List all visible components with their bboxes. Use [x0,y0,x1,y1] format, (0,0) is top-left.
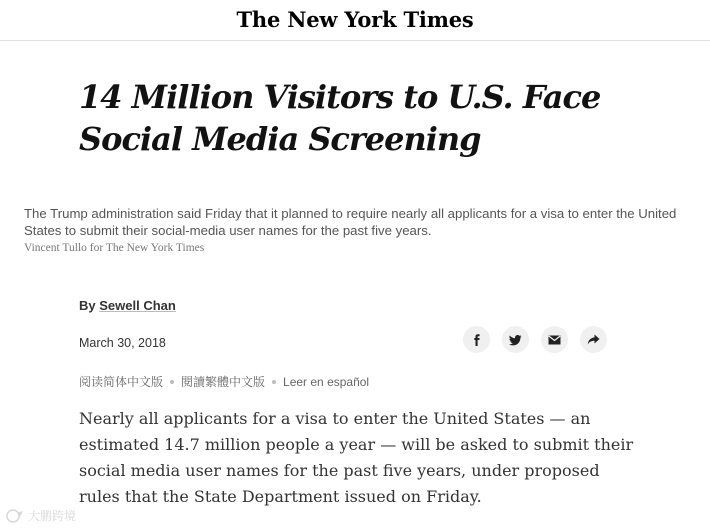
share-tools [463,326,607,353]
watermark-logo-icon [6,509,24,523]
share-arrow-icon [587,334,600,346]
nyt-logo[interactable]: The New York Times [236,7,474,32]
twitter-share-button[interactable] [502,326,529,353]
author-link[interactable]: Sewell Chan [99,298,176,313]
lang-traditional-chinese[interactable]: 閱讀繁體中文版 [181,375,266,389]
email-icon [548,335,561,345]
publish-date: March 30, 2018 [79,336,166,350]
article-headline: 14 Million Visitors to U.S. Face Social Media Screening [79,78,601,158]
more-share-button[interactable] [580,326,607,353]
email-share-button[interactable] [541,326,568,353]
watermark [6,507,76,524]
facebook-share-button[interactable] [463,326,490,353]
separator-dot [170,380,174,384]
facebook-icon [471,334,483,346]
photo-credit: Vincent Tullo for The New York Times [24,242,205,254]
separator-dot [272,380,276,384]
byline-prefix: By [79,298,96,313]
lang-spanish[interactable]: Leer en español [283,374,370,389]
lang-simplified-chinese[interactable]: 阅读简体中文版 [79,375,164,389]
photo-caption: The Trump administration said Friday that it planned to require nearly all applicants for a visa to enter the United States to submit their social-media user names for the past five years. [24,206,677,238]
byline [79,298,176,313]
watermark-text: 大鹏跨境 [28,509,77,523]
masthead [0,0,710,41]
lead-paragraph: Nearly all applicants for a visa to enter the United States — an estimated 14.7 million people a year — will be asked to submit their social media user names for the past five years, under proposed rules that the State Department issued on Friday. [79,409,634,506]
language-links [79,373,369,390]
twitter-icon [509,334,522,346]
